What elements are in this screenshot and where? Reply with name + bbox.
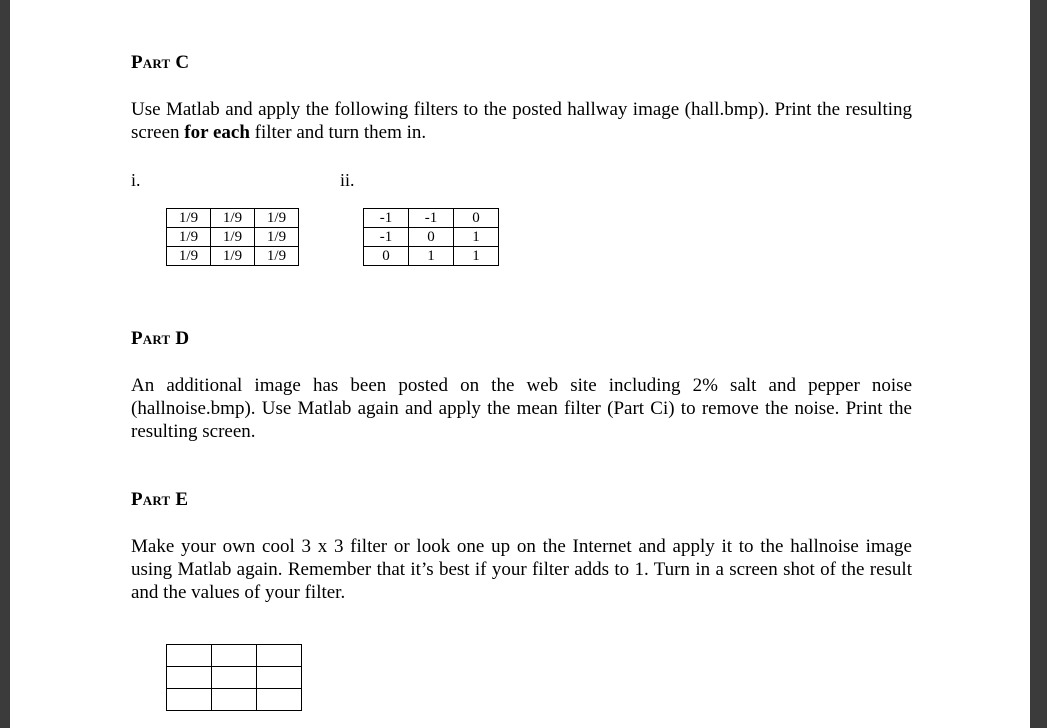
part-e-text: Make your own cool 3 x 3 filter or look one up on the Internet and apply it to the hallnoise image using Matlab again. Remember that it’s best if your filter adds to 1. Turn in a screen shot of the result and the values of your filter. xyxy=(131,536,912,603)
emphasis-for-each: for each xyxy=(184,122,250,143)
table-cell: 1/9 xyxy=(211,228,255,247)
table-cell: 1 xyxy=(454,247,499,266)
filter-i-label: i. xyxy=(131,170,141,190)
table-cell xyxy=(212,667,257,689)
filter-i-table xyxy=(166,208,299,266)
table-cell xyxy=(167,645,212,667)
table-cell xyxy=(212,689,257,711)
table-row xyxy=(364,209,499,228)
table-cell: 1/9 xyxy=(255,209,299,228)
filter-ii-label: ii. xyxy=(340,170,355,190)
part-d-text: An additional image has been posted on the web site including 2% salt and pepper noise (hallnoise.bmp). Use Matlab again and apply the mean filter (Part Ci) to remove the noise. Print the resulting screen. xyxy=(131,375,912,442)
table-cell: 1 xyxy=(454,228,499,247)
part-d-heading: Part D xyxy=(131,328,190,349)
table-row xyxy=(167,209,299,228)
table-cell: 1/9 xyxy=(255,228,299,247)
table-row xyxy=(167,689,302,711)
table-cell xyxy=(257,667,302,689)
table-cell: 0 xyxy=(454,209,499,228)
table-row xyxy=(167,667,302,689)
filter-ii-table xyxy=(363,208,499,266)
table-cell xyxy=(257,645,302,667)
viewer-left-edge xyxy=(0,0,10,728)
table-cell: 1 xyxy=(409,247,454,266)
table-cell: -1 xyxy=(364,209,409,228)
table-cell: 1/9 xyxy=(167,247,211,266)
table-cell: 0 xyxy=(409,228,454,247)
table-cell: -1 xyxy=(409,209,454,228)
table-cell: 1/9 xyxy=(211,247,255,266)
table-row xyxy=(364,247,499,266)
table-cell: 1/9 xyxy=(211,209,255,228)
part-e-heading: Part E xyxy=(131,489,189,510)
table-cell: 0 xyxy=(364,247,409,266)
table-cell xyxy=(167,689,212,711)
table-cell xyxy=(257,689,302,711)
table-cell: 1/9 xyxy=(255,247,299,266)
table-cell: -1 xyxy=(364,228,409,247)
table-cell xyxy=(212,645,257,667)
part-c-instructions: Use Matlab and apply the following filters to the posted hallway image (hall.bmp). Print the resulting screen for each filter and turn them in. xyxy=(131,99,912,143)
table-row xyxy=(167,228,299,247)
viewer-right-edge xyxy=(1030,0,1047,728)
table-row xyxy=(364,228,499,247)
empty-filter-table xyxy=(166,644,302,711)
table-cell xyxy=(167,667,212,689)
table-row xyxy=(167,247,299,266)
part-c-heading: Part C xyxy=(131,52,190,73)
table-row xyxy=(167,645,302,667)
table-cell: 1/9 xyxy=(167,228,211,247)
table-cell: 1/9 xyxy=(167,209,211,228)
